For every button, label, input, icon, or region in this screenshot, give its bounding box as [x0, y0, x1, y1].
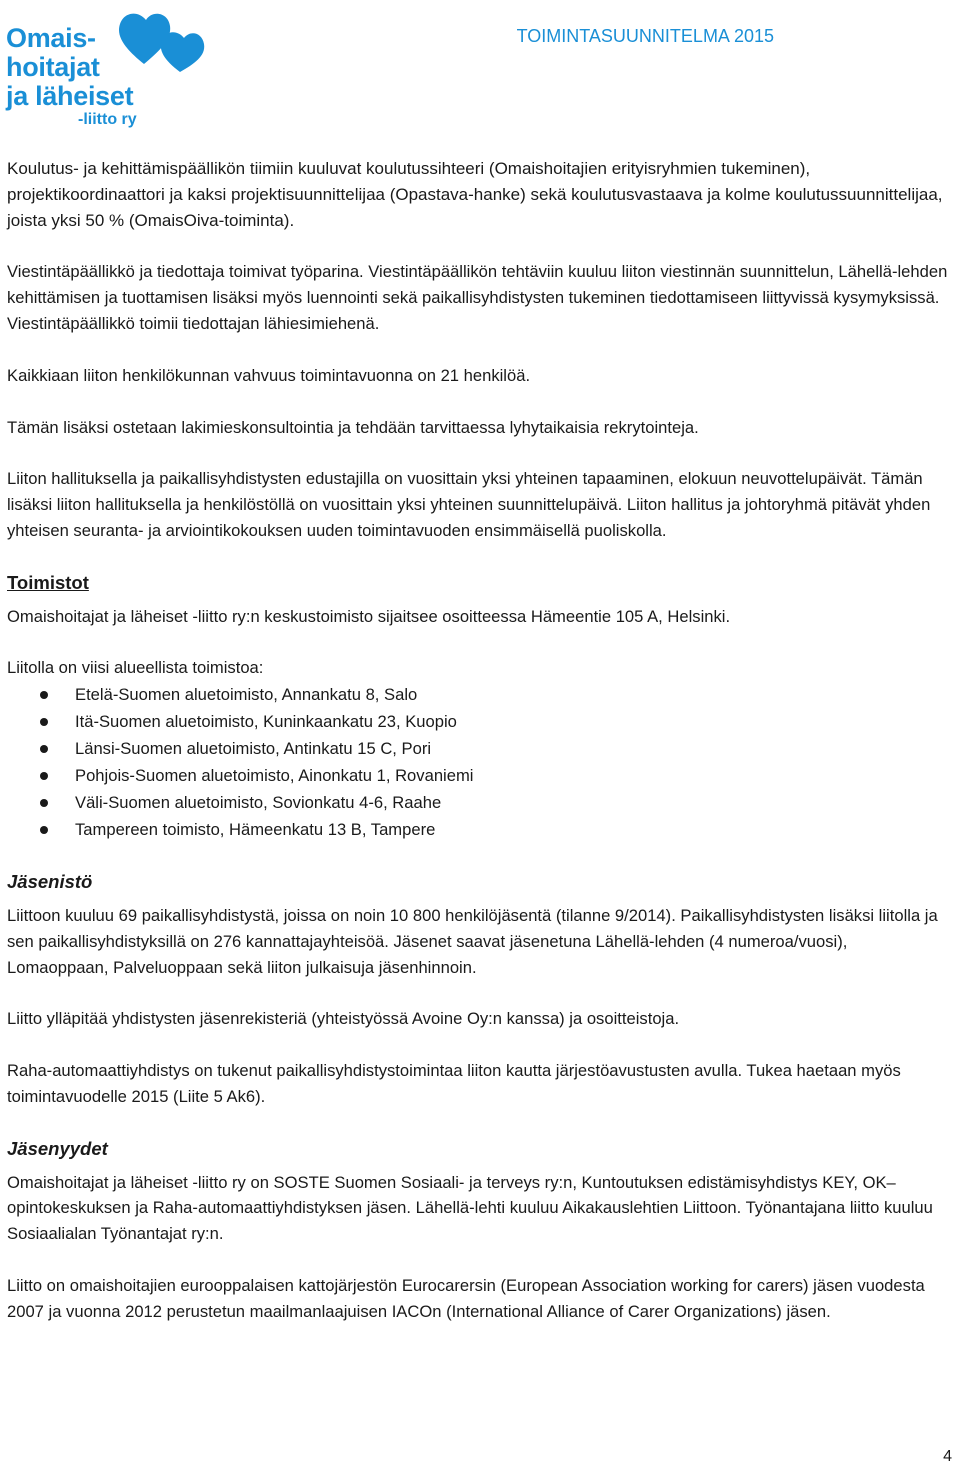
page-number: 4 [943, 1448, 952, 1465]
list-item [7, 762, 953, 789]
list-item [7, 735, 953, 762]
paragraph-memberships: Omaishoitajat ja läheiset -liitto ry on SOSTE Suomen Sosiaali- ja terveys ry:n, Kuntoutuksen edistämisyhdistys KEY, OK–opintokeskuksen ja Raha-automaattiyhdistyksen jäsen. Lähellä-lehti kuuluu Aikakauslehtien Liittoon. Työnantajana liitto kuuluu Sosiaalialan Työnantajat ry:n. [7, 1172, 933, 1244]
bullet-icon [40, 799, 48, 807]
office-text: Länsi-Suomen aluetoimisto, Antinkatu 15 C, Pori [75, 739, 432, 759]
list-item [7, 789, 953, 816]
paragraph-membership: Liittoon kuuluu 69 paikallisyhdistystä, joissa on noin 10 800 henkilöjäsentä (tilanne 9/2014). Paikallisyhdistysten lisäksi liitolla ja sen paikallisyhdistyksillä on 276 kannattajayhteisöä. Jäsenet saavat jäsenetuna Lähellä-lehden (4 numeroa/vuosi), Lomaoppaan, Palveluoppaan sekä liiton julkaisuja jäsenhinnoin. [7, 905, 938, 977]
paragraph-member-register: Liitto ylläpitää yhdistysten jäsenrekisteriä (yhteistyössä Avoine Oy:n kanssa) ja osoitteistoja. [7, 1009, 680, 1029]
paragraph-communications: Viestintäpäällikkö ja tiedottaja toimivat työparina. Viestintäpäällikön tehtäviin kuuluu liiton viestinnän suunnittelun, Lähellä-lehden kehittämisen ja tuottamisen lisäksi myös luennointi sekä paikallisyhdistysten tukeminen tiedottamiseen liittyvissä kysymyksissä. Viestintäpäällikkö toimii tiedottajan lähiesimiehenä. [7, 262, 948, 333]
paragraph-consulting: Tämän lisäksi ostetaan lakimieskonsultointia ja tehdään tarvittaessa lyhytaikaisia rekrytointeja. [7, 417, 699, 437]
logo-line-1: Omais- [6, 23, 96, 53]
logo-wordmark [6, 24, 133, 111]
paragraph-international: Liitto on omaishoitajien eurooppalaisen kattojärjestön Eurocarersin (European Association working for carers) jäsen vuodesta 2007 ja vuonna 2012 perustetun maailmanlaajuisen IACOn (International Alliance of Carer Organizations) jäsen. [7, 1275, 925, 1321]
document-title: TOIMINTASUUNNITELMA 2015 [516, 26, 774, 46]
list-item [7, 681, 953, 708]
bullet-icon [40, 718, 48, 726]
office-text: Pohjois-Suomen aluetoimisto, Ainonkatu 1, Rovaniemi [75, 766, 474, 786]
paragraph-head-office: Omaishoitajat ja läheiset -liitto ry:n keskustoimisto sijaitsee osoitteessa Hämeentie 105 A, Helsinki. [7, 606, 731, 626]
document-body [7, 156, 953, 1351]
logo-subtitle: -liitto ry [78, 111, 137, 128]
bullet-icon [40, 772, 48, 780]
paragraph-funding: Raha-automaattiyhdistys on tukenut paikallisyhdistystoimintaa liiton kautta järjestöavustusten avulla. Tukea haetaan myös toimintavuodelle 2015 (Liite 5 Ak6). [7, 1061, 901, 1106]
logo-line-3: ja läheiset [6, 81, 134, 111]
paragraph-training-team: Koulutus- ja kehittämispäällikön tiimiin kuuluvat koulutussihteeri (Omaishoitajien erityisryhmien tukeminen), projektikoordinaattori ja kaksi projektisuunnittelijaa (Opastava-hanke) sekä koulutusvastaava ja kolme koulutussuunnittelijaa, joista yksi 50 % (OmaisOiva-toiminta). [7, 159, 943, 230]
heading-toimistot: Toimistot [7, 571, 89, 593]
bullet-icon [40, 826, 48, 834]
office-text: Itä-Suomen aluetoimisto, Kuninkaankatu 23, Kuopio [75, 712, 457, 732]
regional-offices-list [7, 681, 953, 843]
office-text: Väli-Suomen aluetoimisto, Sovionkatu 4-6, Raahe [75, 793, 442, 813]
office-text: Tampereen toimisto, Hämeenkatu 13 B, Tampere [75, 820, 436, 840]
paragraph-regional-offices-intro: Liitolla on viisi alueellista toimistoa: [7, 658, 264, 678]
paragraph-meetings: Liiton hallituksella ja paikallisyhdistysten edustajilla on vuosittain yksi yhteinen tapaaminen, elokuun neuvottelupäivät. Tämän lisäksi liiton hallituksella ja henkilöstöllä on vuosittain yksi yhteinen suunnittelupäivä. Liiton hallitus ja johtoryhmä pitävät yhden yhteisen seuranta- ja arviointikokouksen uuden toimintavuoden ensimmäisellä puoliskolla. [7, 469, 931, 540]
paragraph-staff-count: Kaikkiaan liiton henkilökunnan vahvuus toimintavuonna on 21 henkilöä. [7, 365, 531, 385]
heading-jasenyydet: Jäsenyydet [7, 1137, 108, 1159]
office-text: Etelä-Suomen aluetoimisto, Annankatu 8, Salo [75, 685, 418, 705]
list-item [7, 708, 953, 735]
bullet-icon [40, 691, 48, 699]
list-item [7, 816, 953, 843]
logo-line-2: hoitajat [6, 52, 100, 82]
bullet-icon [40, 745, 48, 753]
logo [6, 6, 206, 128]
heading-jasenisto: Jäsenistö [7, 871, 93, 893]
